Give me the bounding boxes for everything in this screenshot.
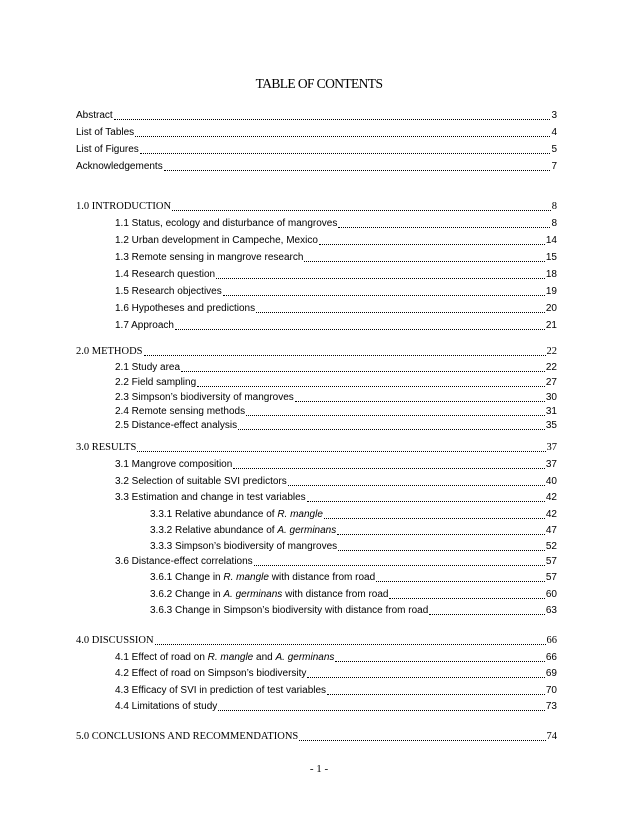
toc-entry-text: and [253, 652, 276, 663]
dot-leader [140, 153, 551, 154]
species-name: A. germinans [223, 589, 283, 600]
page-number-footer: - 1 - [309, 763, 329, 775]
species-name: R. mangle [207, 652, 254, 663]
toc-page-number: 57 [545, 556, 557, 567]
toc-entry-label: 1.3 Remote sensing in mangrove research [115, 252, 304, 263]
toc-entry[interactable] [150, 604, 557, 618]
toc-entry[interactable] [150, 508, 557, 522]
toc-entry[interactable] [115, 458, 557, 472]
toc-entry[interactable] [115, 684, 557, 698]
toc-page-number: 30 [545, 392, 557, 403]
toc-entry-label: 3.6 Distance-effect correlations [115, 556, 253, 567]
dot-leader [338, 550, 545, 551]
toc-entry-list-of-figures[interactable] [76, 143, 557, 157]
species-name: A. germinans [275, 652, 335, 663]
dot-leader [324, 518, 545, 519]
dot-leader [223, 295, 545, 296]
toc-entry-label [115, 651, 334, 665]
toc-section-label: 1.0 INTRODUCTION [76, 201, 172, 212]
dot-leader [307, 501, 545, 502]
toc-page-number: 8 [551, 218, 557, 229]
toc-entry[interactable] [115, 555, 557, 569]
toc-page-number: 31 [545, 406, 557, 417]
dot-leader [429, 614, 545, 615]
dot-leader [288, 485, 545, 486]
toc-page-number: 7 [551, 161, 557, 172]
toc-section-label: 2.0 METHODS [76, 346, 143, 357]
toc-page-number: 22 [545, 362, 557, 373]
toc-entry-text: 3.3.1 Relative abundance of [150, 509, 278, 520]
toc-section-conclusions[interactable] [76, 730, 557, 744]
dot-leader [246, 415, 545, 416]
dot-leader [307, 677, 544, 678]
toc-entry-label [150, 588, 388, 602]
toc-entry[interactable] [115, 419, 557, 433]
toc-entry-text: 3.6.2 Change in [150, 589, 224, 600]
dot-leader [389, 598, 544, 599]
toc-entry-text: with distance from road [282, 589, 389, 600]
toc-entry-label: 2.3 Simpson’s biodiversity of mangroves [115, 392, 294, 403]
toc-entry-label: List of Tables [76, 127, 135, 138]
toc-page-number: 60 [545, 589, 557, 600]
toc-page-number: 42 [545, 492, 557, 503]
toc-section-introduction[interactable] [76, 200, 557, 214]
toc-entry-label: 4.4 Limitations of study [115, 701, 218, 712]
toc-entry-acknowledgements[interactable] [76, 160, 557, 174]
toc-entry[interactable] [115, 376, 557, 390]
page-title: TABLE OF CONTENTS [255, 76, 383, 91]
toc-page-number: 69 [545, 668, 557, 679]
dot-leader [233, 468, 545, 469]
toc-entry-label: 3.2 Selection of suitable SVI predictors [115, 476, 287, 487]
toc-entry[interactable] [115, 651, 557, 665]
toc-entry[interactable] [115, 268, 557, 282]
toc-page-number: 5 [551, 144, 557, 155]
dot-leader [216, 278, 545, 279]
toc-entry-text: 4.1 Effect of road on [115, 652, 208, 663]
toc-page-number: 40 [545, 476, 557, 487]
dot-leader [254, 565, 545, 566]
toc-entry[interactable] [115, 251, 557, 265]
toc-page-number: 57 [545, 572, 557, 583]
dot-leader [218, 710, 545, 711]
dot-leader [137, 451, 545, 452]
species-name: A. germinans [277, 525, 337, 536]
toc-entry-text: 3.6.1 Change in [150, 572, 224, 583]
dot-leader [319, 244, 545, 245]
toc-section-label: 4.0 DISCUSSION [76, 635, 154, 646]
toc-page-number: 70 [545, 685, 557, 696]
dot-leader [172, 210, 551, 211]
toc-page-number: 3 [551, 110, 557, 121]
toc-page-number: 18 [545, 269, 557, 280]
toc-entry[interactable] [115, 234, 557, 248]
toc-page-number: 42 [545, 509, 557, 520]
toc-section-results[interactable] [76, 441, 557, 455]
toc-entry-label [150, 571, 375, 585]
toc-page-number: 15 [545, 252, 557, 263]
toc-entry[interactable] [115, 217, 557, 231]
toc-page-number: 47 [545, 525, 557, 536]
dot-leader [327, 694, 545, 695]
toc-page-number: 35 [545, 420, 557, 431]
toc-entry[interactable] [115, 475, 557, 489]
toc-page-number: 66 [546, 635, 557, 646]
toc-entry-label: 4.3 Efficacy of SVI in prediction of test variables [115, 685, 327, 696]
toc-page-number: 37 [545, 459, 557, 470]
toc-page-number: 4 [551, 127, 557, 138]
toc-page-number: 52 [545, 541, 557, 552]
toc-entry[interactable] [150, 571, 557, 585]
toc-entry[interactable] [115, 302, 557, 316]
toc-entry[interactable] [150, 540, 557, 554]
dot-leader [135, 136, 550, 137]
toc-entry-label: 3.3.3 Simpson’s biodiversity of mangroves [150, 541, 338, 552]
toc-section-label: 3.0 RESULTS [76, 442, 137, 453]
toc-entry-abstract[interactable] [76, 109, 557, 123]
toc-entry-text: with distance from road [268, 572, 376, 583]
toc-entry-label: Abstract [76, 110, 113, 121]
toc-entry-list-of-tables[interactable] [76, 126, 557, 140]
toc-page-number: 22 [546, 346, 557, 357]
toc-entry-label: Acknowledgements [76, 161, 163, 172]
toc-entry[interactable] [115, 405, 557, 419]
toc-page-number: 20 [545, 303, 557, 314]
toc-entry-label: 1.7 Approach [115, 320, 174, 331]
toc-entry-label: 1.5 Research objectives [115, 286, 222, 297]
toc-entry-label: 2.5 Distance-effect analysis [115, 420, 238, 431]
toc-entry-label: 3.6.3 Change in Simpson’s biodiversity with distance from road [150, 605, 429, 616]
toc-entry-label: 1.6 Hypotheses and predictions [115, 303, 256, 314]
toc-entry[interactable] [115, 285, 557, 299]
dot-leader [175, 329, 545, 330]
dot-leader [376, 581, 545, 582]
toc-entry-label: 1.1 Status, ecology and disturbance of mangroves [115, 218, 338, 229]
toc-entry[interactable] [115, 700, 557, 714]
dot-leader [338, 227, 550, 228]
toc-entry-label: 2.2 Field sampling [115, 377, 197, 388]
toc-entry-label: 2.1 Study area [115, 362, 181, 373]
toc-entry-label: 1.4 Research question [115, 269, 216, 280]
toc-page-number: 73 [545, 701, 557, 712]
toc-entry-label: 3.1 Mangrove composition [115, 459, 233, 470]
dot-leader [238, 429, 545, 430]
toc-entry[interactable] [115, 391, 557, 405]
toc-entry-label: 3.3 Estimation and change in test variables [115, 492, 306, 503]
toc-page-number: 19 [545, 286, 557, 297]
toc-page-number: 63 [545, 605, 557, 616]
dot-leader [155, 644, 546, 645]
toc-section-label: 5.0 CONCLUSIONS AND RECOMMENDATIONS [76, 731, 299, 742]
toc-page-number: 21 [545, 320, 557, 331]
toc-entry[interactable] [115, 361, 557, 375]
toc-entry-text: 3.3.2 Relative abundance of [150, 525, 278, 536]
dot-leader [299, 740, 545, 741]
dot-leader [114, 119, 551, 120]
toc-entry-label: 1.2 Urban development in Campeche, Mexico [115, 235, 318, 246]
dot-leader [197, 386, 545, 387]
toc-entry[interactable] [115, 319, 557, 333]
species-name: R. mangle [223, 572, 269, 583]
dot-leader [335, 661, 544, 662]
toc-page-number: 66 [545, 652, 557, 663]
dot-leader [144, 355, 546, 356]
toc-entry-label: 2.4 Remote sensing methods [115, 406, 246, 417]
toc-entry[interactable] [150, 524, 557, 538]
toc-entry[interactable] [115, 667, 557, 681]
toc-entry[interactable] [115, 491, 557, 505]
toc-entry[interactable] [150, 588, 557, 602]
dot-leader [164, 170, 551, 171]
toc-page-number: 8 [551, 201, 557, 212]
toc-page-number: 14 [545, 235, 557, 246]
dot-leader [337, 534, 545, 535]
dot-leader [181, 371, 545, 372]
toc-entry-label [150, 524, 336, 538]
toc-page-number: 37 [546, 442, 557, 453]
dot-leader [304, 261, 544, 262]
toc-page-number: 27 [545, 377, 557, 388]
toc-page-number: 74 [546, 731, 557, 742]
species-name: R. mangle [277, 509, 323, 520]
dot-leader [256, 312, 545, 313]
toc-section-discussion[interactable] [76, 634, 557, 648]
toc-entry-label: List of Figures [76, 144, 139, 155]
dot-leader [295, 401, 545, 402]
toc-section-methods[interactable] [76, 345, 557, 359]
toc-entry-label: 4.2 Effect of road on Simpson’s biodiversity [115, 668, 307, 679]
toc-entry-label [150, 508, 323, 522]
